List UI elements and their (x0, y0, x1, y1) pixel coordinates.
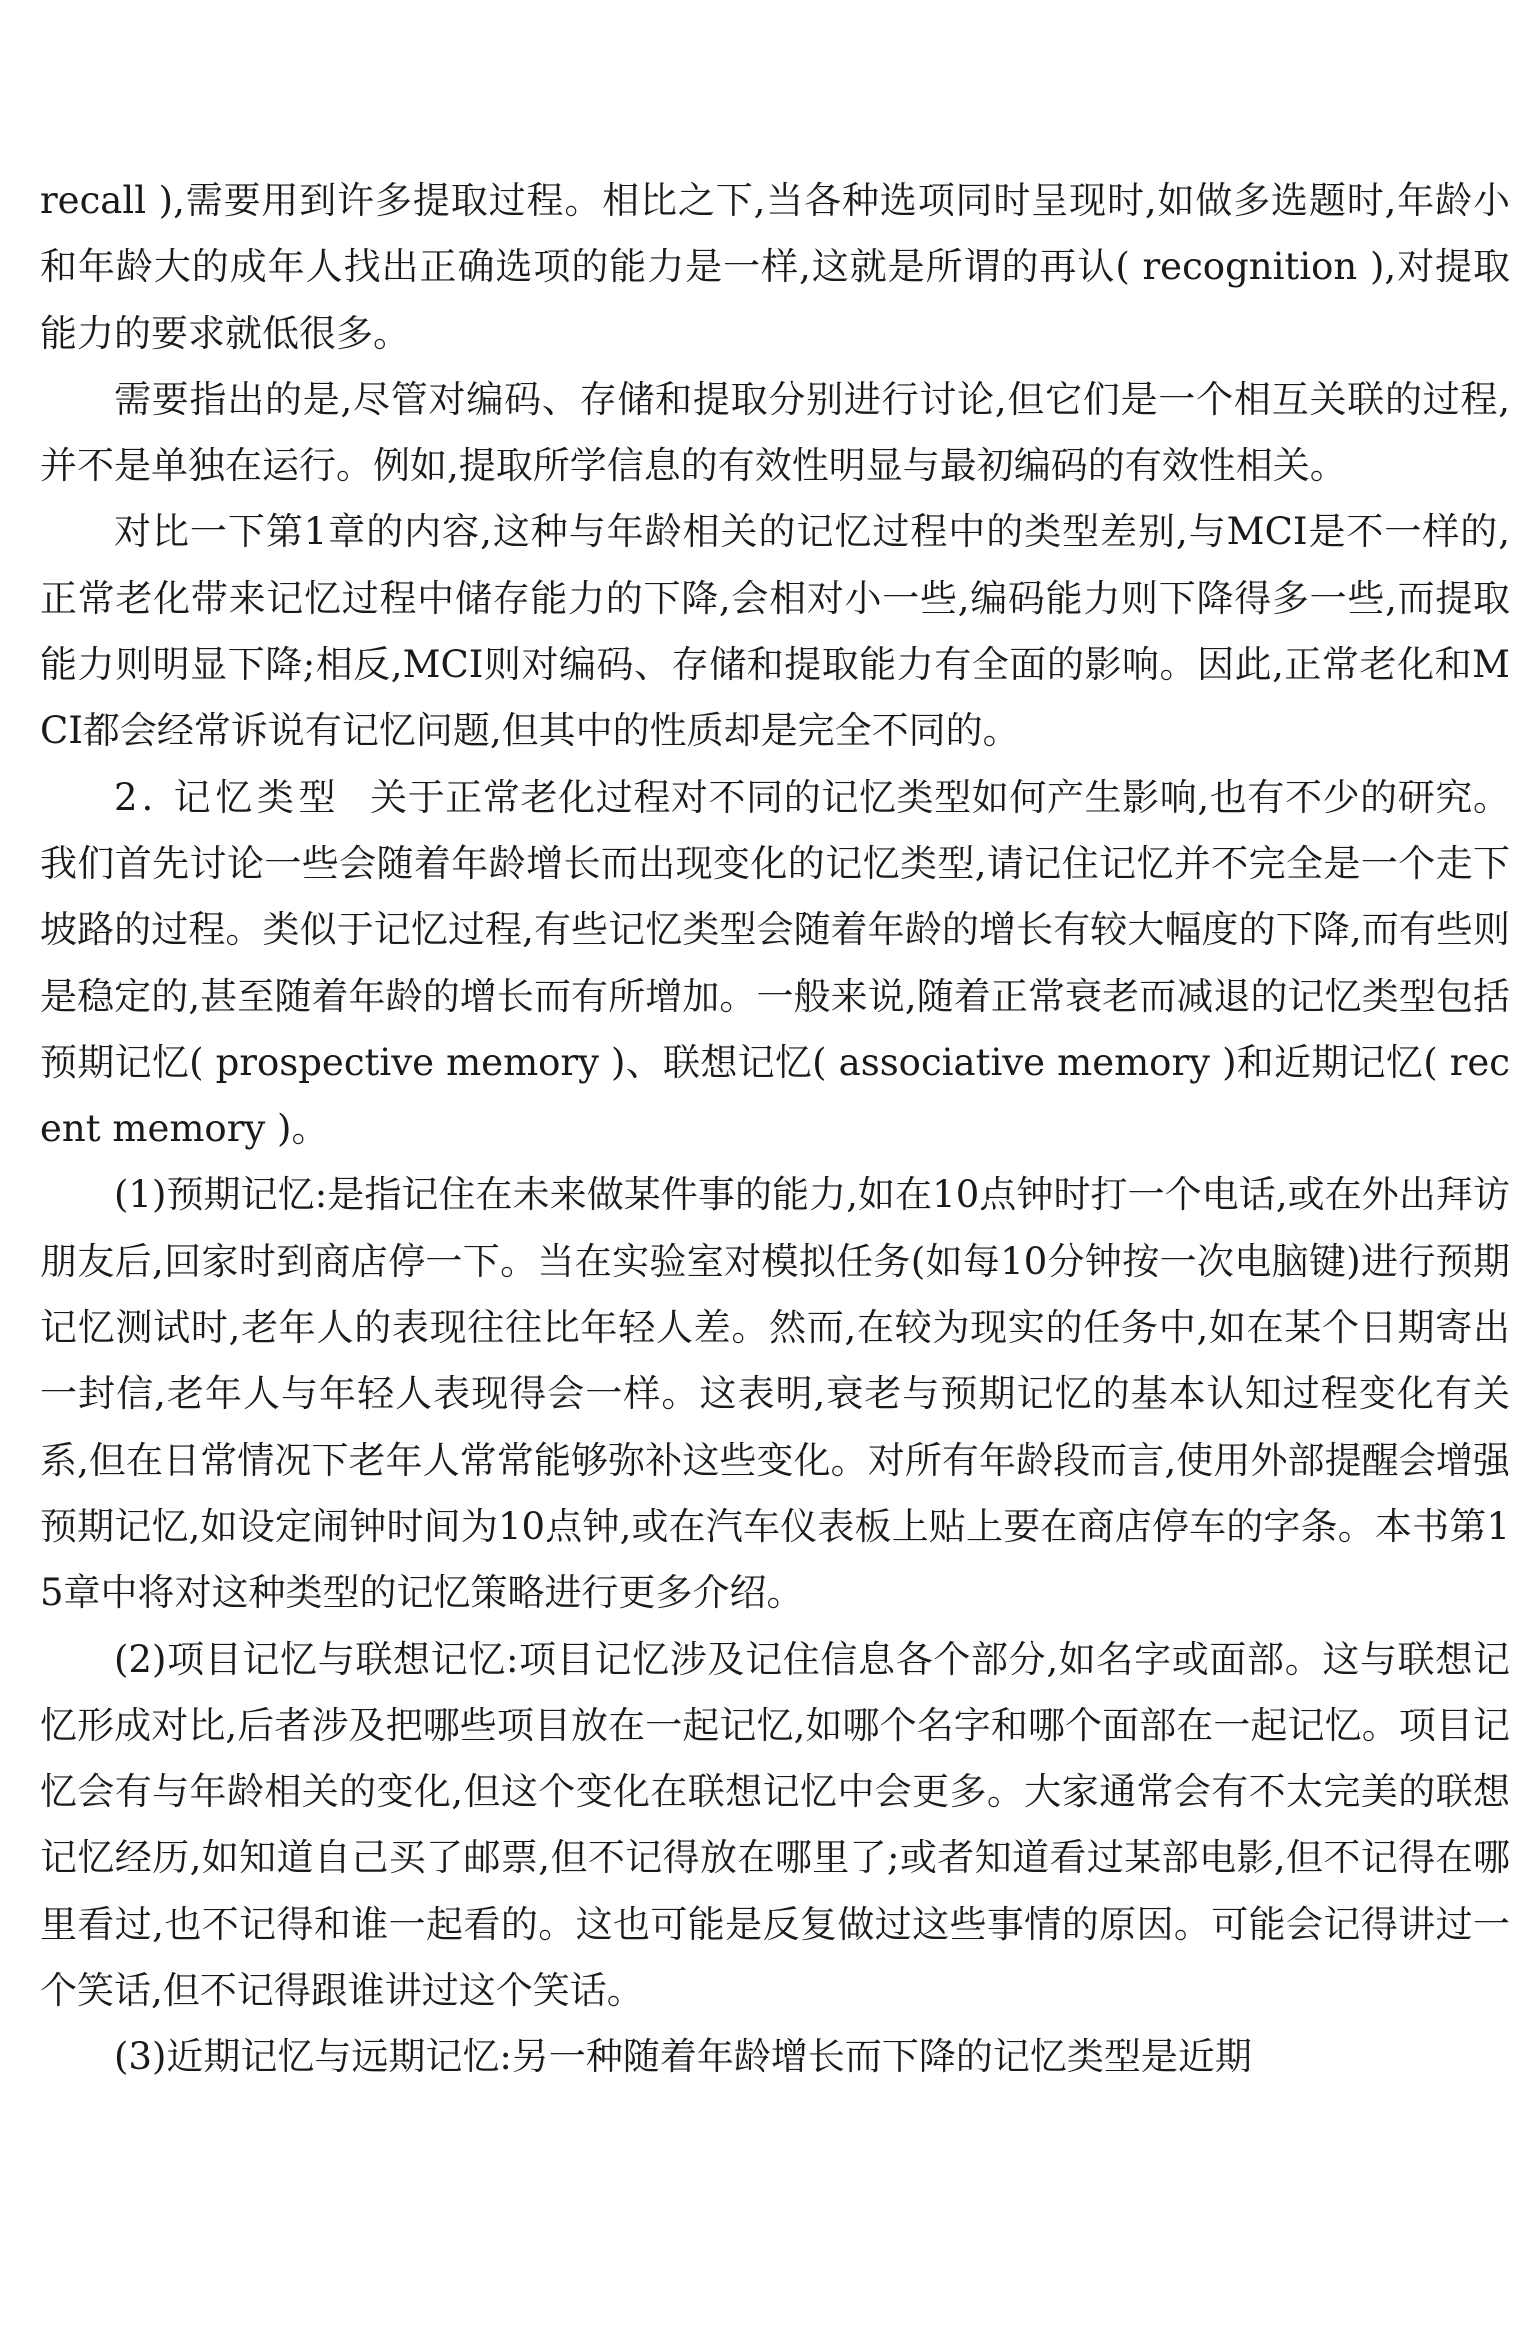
paragraph-processes-related (40, 367, 1510, 500)
paragraph-recall-recognition (40, 168, 1510, 367)
document-page (40, 168, 1510, 2091)
paragraph-text: (2)项目记忆与联想记忆:项目记忆涉及记住信息各个部分,如名字或面部。这与联想记忆形成对比,后者涉及把哪些项目放在一起记忆,如哪个名字和哪个面部在一起记忆。项目记忆会有与年龄相关的变化,但这个变化在联想记忆中会更多。大家通常会有不太完美的联想记忆经历,如知道自己买了邮票,但不记得放在哪里了;或者知道看过某部电影,但不记得在哪里看过,也不记得和谁一起看的。这也可能是反复做过这些事情的原因。可能会记得讲过一个笑话,但不记得跟谁讲过这个笑话。 (40, 1637, 1510, 2013)
paragraph-text: 对比一下第1章的内容,这种与年龄相关的记忆过程中的类型差别,与MCI是不一样的,正常老化带来记忆过程中储存能力的下降,会相对小一些,编码能力则下降得多一些,而提取能力则明显下降;相反,MCI则对编码、存储和提取能力有全面的影响。因此,正常老化和MCI都会经常诉说有记忆问题,但其中的性质却是完全不同的。 (40, 510, 1511, 753)
paragraph-mci-comparison (40, 499, 1510, 764)
section-heading: 2. 记忆类型 (114, 775, 341, 819)
paragraph-text: (1)预期记忆:是指记住在未来做某件事的能力,如在10点钟时打一个电话,或在外出拜访朋友后,回家时到商店停一下。当在实验室对模拟任务(如每10分钟按一次电脑键)进行预期记忆测试时,老年人的表现往往比年轻人差。然而,在较为现实的任务中,如在某个日期寄出一封信,老年人与年轻人表现得会一样。这表明,衰老与预期记忆的基本认知过程变化有关系,但在日常情况下老年人常常能够弥补这些变化。对所有年龄段而言,使用外部提醒会增强预期记忆,如设定闹钟时间为10点钟,或在汽车仪表板上贴上要在商店停车的字条。本书第15章中将对这种类型的记忆策略进行更多介绍。 (40, 1173, 1510, 1615)
paragraph-text: recall ),需要用到许多提取过程。相比之下,当各种选项同时呈现时,如做多选题时,年龄小和年龄大的成年人找出正确选项的能力是一样,这就是所谓的再认( recognition ),对提取能力的要求就低很多。 (40, 179, 1510, 355)
paragraph-prospective-memory (40, 1162, 1510, 1626)
paragraph-text: 关于正常老化过程对不同的记忆类型如何产生影响,也有不少的研究。我们首先讨论一些会随着年龄增长而出现变化的记忆类型,请记住记忆并不完全是一个走下坡路的过程。类似于记忆过程,有些记忆类型会随着年龄的增长有较大幅度的下降,而有些则是稳定的,甚至随着年龄的增长而有所增加。一般来说,随着正常衰老而减退的记忆类型包括预期记忆( prospective memory )、联想记忆( associative memory )和近期记忆( recent memory )。 (40, 775, 1510, 1151)
paragraph-memory-types (40, 765, 1510, 1163)
paragraph-recent-remote-memory (40, 2024, 1510, 2090)
paragraph-item-associative-memory (40, 1627, 1510, 2025)
paragraph-text: (3)近期记忆与远期记忆:另一种随着年龄增长而下降的记忆类型是近期 (114, 2035, 1252, 2079)
paragraph-text: 需要指出的是,尽管对编码、存储和提取分别进行讨论,但它们是一个相互关联的过程,并不是单独在运行。例如,提取所学信息的有效性明显与最初编码的有效性相关。 (40, 377, 1510, 488)
